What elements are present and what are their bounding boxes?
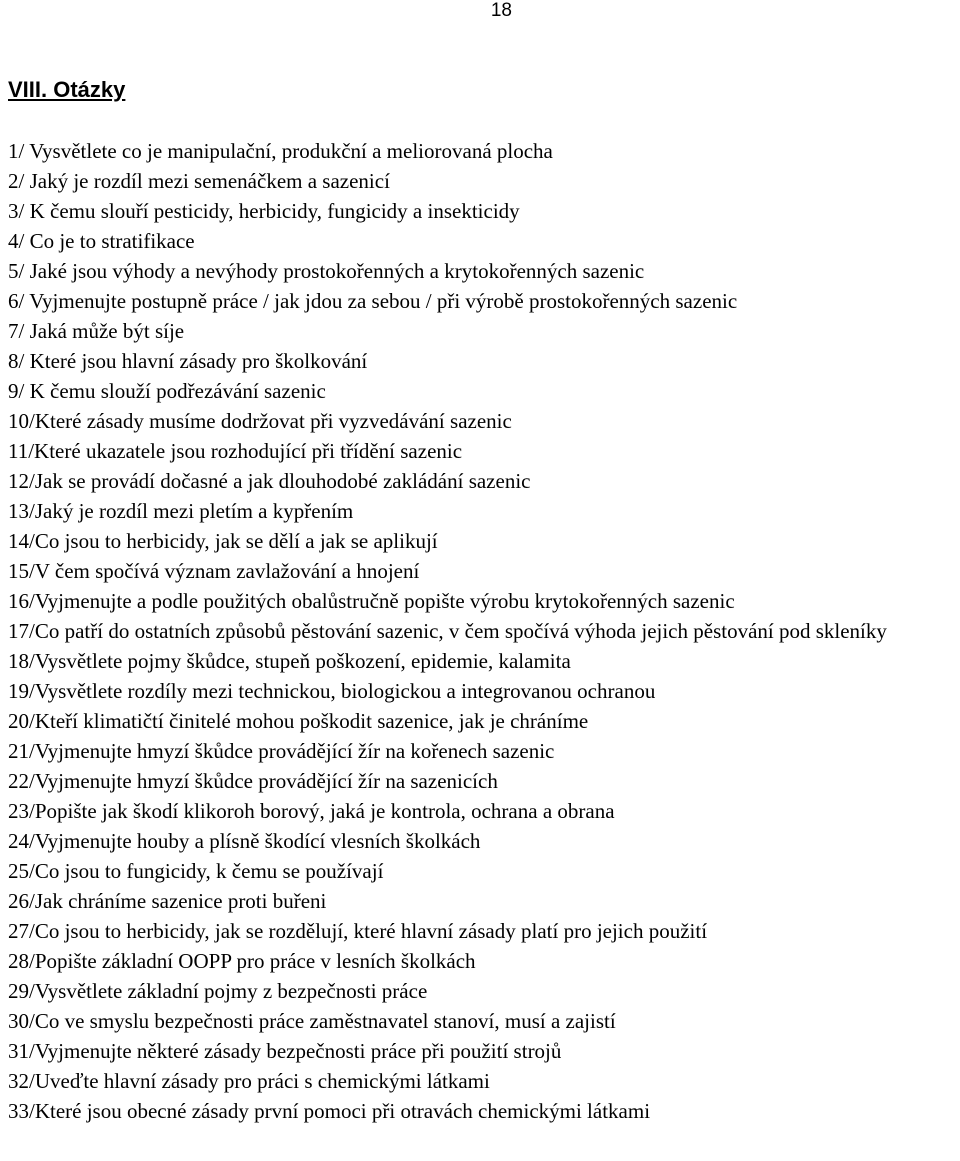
question-item: 24/Vyjmenujte houby a plísně škodící vlesních školkách bbox=[8, 829, 481, 853]
question-item: 21/Vyjmenujte hmyzí škůdce provádějící žír na kořenech sazenic bbox=[8, 739, 555, 763]
question-item: 23/Popište jak škodí klikoroh borový, jaká je kontrola, ochrana a obrana bbox=[8, 799, 615, 823]
question-item: 19/Vysvětlete rozdíly mezi technickou, biologickou a integrovanou ochranou bbox=[8, 679, 656, 703]
question-item: 29/Vysvětlete základní pojmy z bezpečnosti práce bbox=[8, 979, 428, 1003]
question-item: 3/ K čemu slouří pesticidy, herbicidy, fungicidy a insekticidy bbox=[8, 199, 520, 223]
question-item: 25/Co jsou to fungicidy, k čemu se používají bbox=[8, 859, 384, 883]
question-item: 20/Kteří klimatičtí činitelé mohou poškodit sazenice, jak je chráníme bbox=[8, 709, 589, 733]
question-item: 30/Co ve smyslu bezpečnosti práce zaměstnavatel stanoví, musí a zajistí bbox=[8, 1009, 616, 1033]
section-heading: VIII. Otázky bbox=[8, 77, 126, 102]
question-item: 5/ Jaké jsou výhody a nevýhody prostokořenných a krytokořenných sazenic bbox=[8, 259, 645, 283]
question-list bbox=[8, 136, 958, 1126]
question-item: 6/ Vyjmenujte postupně práce / jak jdou za sebou / při výrobě prostokořenných sazenic bbox=[8, 289, 738, 313]
question-item: 2/ Jaký je rozdíl mezi semenáčkem a sazenicí bbox=[8, 169, 390, 193]
question-item: 22/Vyjmenujte hmyzí škůdce provádějící žír na sazenicích bbox=[8, 769, 498, 793]
question-item: 32/Uveďte hlavní zásady pro práci s chemickými látkami bbox=[8, 1069, 490, 1093]
question-item: 1/ Vysvětlete co je manipulační, produkční a meliorovaná plocha bbox=[8, 139, 553, 163]
question-item: 18/Vysvětlete pojmy škůdce, stupeň poškození, epidemie, kalamita bbox=[8, 649, 571, 673]
question-item: 27/Co jsou to herbicidy, jak se rozdělují, které hlavní zásady platí pro jejich použití bbox=[8, 919, 708, 943]
question-item: 28/Popište základní OOPP pro práce v lesních školkách bbox=[8, 949, 476, 973]
question-item: 4/ Co je to stratifikace bbox=[8, 229, 195, 253]
question-item: 14/Co jsou to herbicidy, jak se dělí a jak se aplikují bbox=[8, 529, 438, 553]
question-item: 26/Jak chráníme sazenice proti buřeni bbox=[8, 889, 327, 913]
question-item: 16/Vyjmenujte a podle použitých obalůstručně popište výrobu krytokořenných sazenic bbox=[8, 589, 735, 613]
question-item: 12/Jak se provádí dočasné a jak dlouhodobé zakládání sazenic bbox=[8, 469, 531, 493]
question-item: 11/Které ukazatele jsou rozhodující při třídění sazenic bbox=[8, 439, 463, 463]
question-item: 33/Které jsou obecné zásady první pomoci při otravách chemickými látkami bbox=[8, 1099, 651, 1123]
question-item: 13/Jaký je rozdíl mezi pletím a kypřením bbox=[8, 499, 354, 523]
question-item: 7/ Jaká může být síje bbox=[8, 319, 185, 343]
page-number: 18 bbox=[490, 0, 512, 21]
question-item: 10/Které zásady musíme dodržovat při vyzvedávání sazenic bbox=[8, 409, 512, 433]
question-item: 15/V čem spočívá význam zavlažování a hnojení bbox=[8, 559, 420, 583]
question-item: 9/ K čemu slouží podřezávání sazenic bbox=[8, 379, 326, 403]
question-item: 17/Co patří do ostatních způsobů pěstování sazenic, v čem spočívá výhoda jejich pěstování pod skleníky bbox=[8, 619, 887, 643]
question-item: 8/ Které jsou hlavní zásady pro školkování bbox=[8, 349, 368, 373]
question-item: 31/Vyjmenujte některé zásady bezpečnosti práce při použití strojů bbox=[8, 1039, 562, 1063]
